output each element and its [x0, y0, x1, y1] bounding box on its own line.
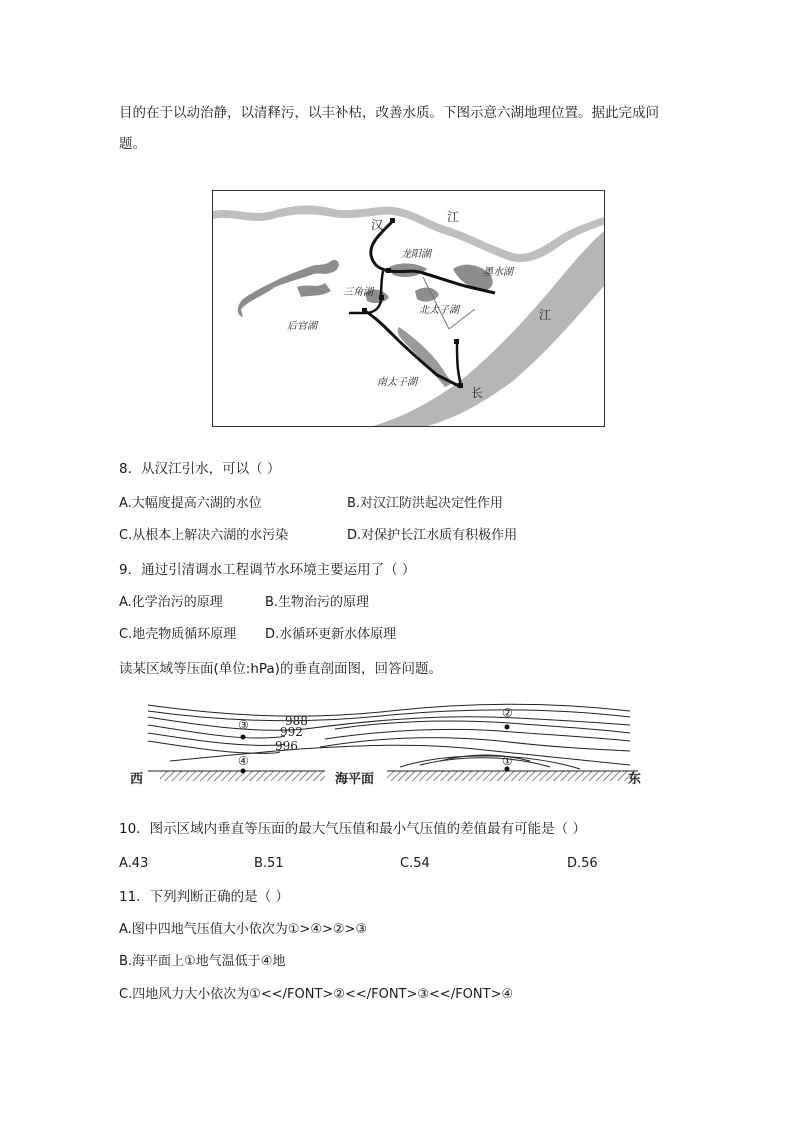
- isobar-west: 西: [130, 772, 144, 787]
- isobar-curve-996: [148, 741, 280, 753]
- isobar-point-4: ④: [238, 754, 249, 768]
- yangtze-river: [373, 231, 604, 426]
- reading-prompt: 读某区域等压面(单位:hPa)的垂直剖面图，回答问题。: [119, 661, 442, 677]
- map-label-nantaizi: 南太子湖: [377, 377, 417, 388]
- map-label-moshui: 墨水湖: [483, 267, 513, 278]
- q8-option-a[interactable]: A.大幅度提高六湖的水位: [119, 496, 262, 511]
- map-label-beitaizi: 北太子湖: [419, 305, 459, 316]
- q10-option-c[interactable]: C.54: [400, 856, 430, 871]
- q8-option-d[interactable]: D.对保护长江水质有积极作用: [347, 528, 518, 543]
- q10-option-b[interactable]: B.51: [254, 856, 284, 871]
- isobar-sea-level: 海平面: [335, 772, 375, 787]
- q10-stem: 10．图示区域内垂直等压面的最大气压值和最小气压值的差值最有可能是（ ）: [119, 821, 586, 837]
- isobar-point-2: ②: [502, 706, 513, 720]
- isobar-curve-1: [148, 704, 630, 716]
- map-label-sanjiao: 三角湖: [343, 287, 373, 298]
- q8-option-b[interactable]: B.对汉江防洪起决定性作用: [347, 496, 504, 511]
- q8-option-c[interactable]: C.从根本上解决六湖的水污染: [119, 528, 289, 543]
- q9-option-a[interactable]: A.化学治污的原理: [119, 595, 223, 610]
- q9-option-b[interactable]: B.生物治污的原理: [265, 595, 370, 610]
- q10-option-a[interactable]: A.43: [119, 856, 149, 871]
- map-label-houguan: 后官湖: [287, 321, 317, 332]
- intro-line-1: 目的在于以动治静，以清释污，以丰补枯，改善水质。下图示意六湖地理位置。据此完成问: [119, 105, 659, 121]
- q11-stem: 11．下列判断正确的是（ ）: [119, 889, 289, 905]
- q9-option-c[interactable]: C.地壳物质循环原理: [119, 627, 237, 642]
- map-label-chang: 长: [471, 386, 484, 400]
- beitaizi-lake: [415, 288, 439, 302]
- map-label-jiang-2: 江: [539, 308, 552, 322]
- intro-line-2: 题。: [119, 136, 146, 152]
- lakes-map-figure: [212, 190, 605, 427]
- isobar-svg: [130, 695, 650, 795]
- q11-option-b[interactable]: B.海平面上①地气温低于④地: [119, 954, 286, 969]
- lakes-map-svg: [213, 191, 604, 426]
- isobar-point-1: ①: [502, 754, 513, 768]
- map-label-han: 汉: [371, 218, 384, 232]
- isobar-label-992: 992: [280, 725, 303, 739]
- q8-stem: 8．从汉江引水，可以（ ）: [119, 461, 281, 477]
- q11-option-a[interactable]: A.图中四地气压值大小依次为①>④>②>③: [119, 922, 368, 937]
- q9-option-d[interactable]: D.水循环更新水体原理: [265, 627, 397, 642]
- isobar-east: 东: [628, 772, 642, 787]
- map-label-jiang-1: 江: [447, 210, 460, 224]
- isobar-point-3: ③: [238, 718, 249, 732]
- q10-option-d[interactable]: D.56: [567, 856, 598, 871]
- isobar-figure: [130, 695, 650, 795]
- isobar-label-988: 988: [285, 714, 308, 728]
- q11-option-c[interactable]: C.四地风力大小依次为①<</FONT>②<</FONT>③<</FONT>④: [119, 987, 514, 1002]
- q9-stem: 9．通过引清调水工程调节水环境主要运用了（ ）: [119, 562, 416, 578]
- isobar-label-996: 996: [275, 739, 298, 753]
- map-label-longyang: 龙阳湖: [401, 249, 431, 260]
